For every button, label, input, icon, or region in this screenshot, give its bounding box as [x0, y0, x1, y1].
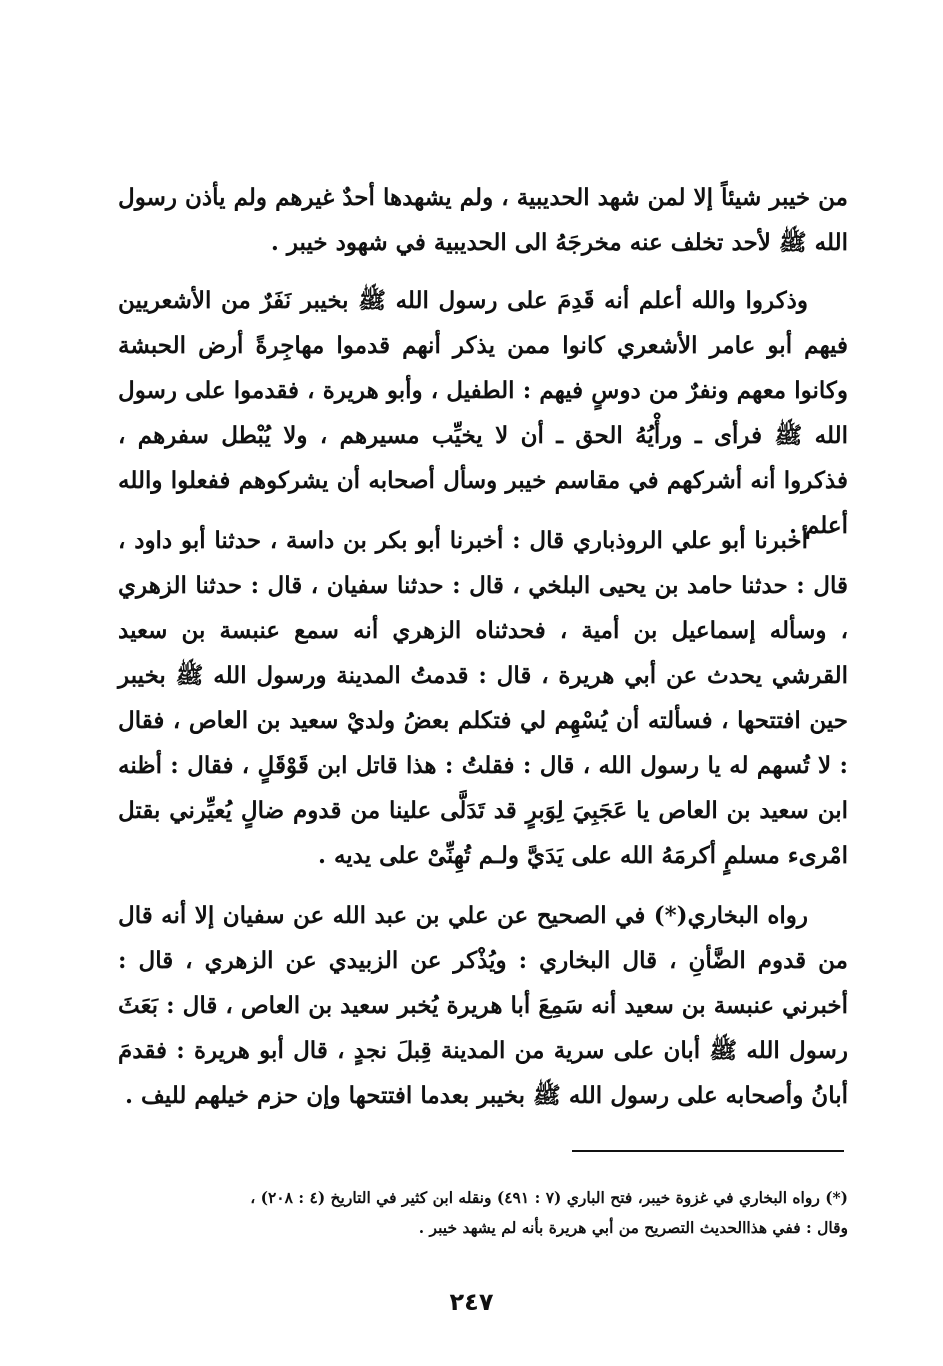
paragraph-text: رواه البخاري(*) في الصحيح عن علي بن عبد الله عن سفيان إلا أنه قال من قدوم الضَّأنِ ، قال البخاري : ويُذْكر عن الزبيدي عن الزهري ، قال : أخبرني عنبسة بن سعيد أنه سَمِعَ أبا هريرة يُخبر سعيد بن العاص ، قال : بَعَثَ رسول الله ﷺ أبان على سرية من المدينة قِبلَ نجدٍ ، قال أبو هريرة : فقدمَ أبانُ وأصحابه على رسول الله ﷺ بخيبر بعدما افتتحها وإن حزم خيلهم لليف . [118, 902, 848, 1109]
paragraph-4 [118, 893, 848, 1118]
footnote-separator [572, 1150, 844, 1152]
paragraph-2 [118, 278, 848, 548]
footnote-line-2: وقال : ففي هذاالحديث التصريح من أبي هريرة بأنه لم يشهد خيبر . [418, 1218, 848, 1237]
paragraph-1 [118, 175, 848, 265]
paragraph-3 [118, 518, 848, 878]
footnote [118, 1183, 848, 1243]
footnote-line-1: (*) رواه البخاري في غزوة خيبر، فتح الباري (٧ : ٤٩١) ونقله ابن كثير في التاريخ (٤ : ٢٠٨) ، [250, 1188, 848, 1207]
page-number: ٢٤٧ [449, 1288, 494, 1316]
paragraph-text: أخبرنا أبو علي الروذباري قال : أخبرنا أبو بكر بن داسة ، حدثنا أبو داود ، قال : حدثنا حامد بن يحيى البلخي ، قال : حدثنا سفيان ، قال : حدثنا الزهري ، وسأله إسماعيل بن أمية ، فحدثناه الزهري أنه سمع عنبسة بن سعيد القرشي يحدث عن أبي هريرة ، قال : قدمتُ المدينة ورسول الله ﷺ بخيبر حين افتتحها ، فسألته أن يُسْهِم لي فتكلم بعضُ ولديْ سعيد بن العاص ، فقال : لا تُسهم له يا رسول الله ، قال : فقلتُ : هذا قاتل ابن قَوْقَلٍ ، فقال : أظنه ابن سعيد بن العاص يا عَجَبِيَ لِوَبرٍ قد تَدَلَّى علينا من قدوم ضالٍ يُعيِّرني بقتل امْرىء مسلمٍ أكرمَهُ الله على يَدَيَّ ولـم تُهِنِّىْ على يديه . [118, 527, 848, 869]
paragraph-text: وذكروا والله أعلم أنه قَدِمَ على رسول الله ﷺ بخيبر نَفَرٌ من الأشعريين فيهم أبو عامر الأشعري كانوا ممن يذكر أنهم قدموا مهاجِرةً أرض الحبشة وكانوا معهم ونفرٌ من دوسٍ فيهم : الطفيل ، وأبو هريرة ، فقدموا على رسول الله ﷺ فرأى ـ ورأْيُهُ الحق ـ أن لا يخيِّب مسيرهم ، ولا يُبْطل سفرهم ، فذكروا أنه أشركهم في مقاسم خيبر وسأل أصحابه أن يشركوهم ففعلوا والله أعلم . [118, 287, 848, 539]
paragraph-text: من خيبر شيئاً إلا لمن شهد الحديبية ، ولم يشهدها أحدٌ غيرهم ولم يأذن رسول الله ﷺ لأحد تخلف عنه مخرجَهُ الى الحديبية في شهود خيبر . [118, 184, 848, 256]
